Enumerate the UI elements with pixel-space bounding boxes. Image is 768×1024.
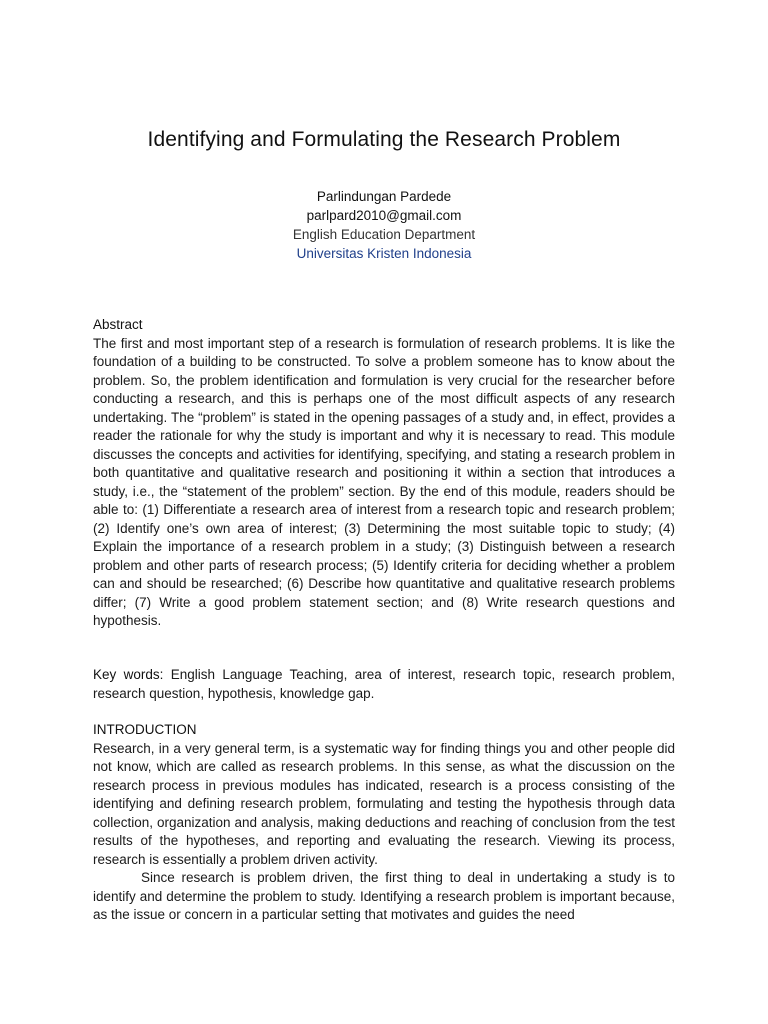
- keywords-text: English Language Teaching, area of interest, research topic, research problem, research question, hypothesis, knowledge gap.: [93, 667, 675, 701]
- keywords-section: [93, 666, 675, 703]
- introduction-heading: INTRODUCTION: [93, 722, 197, 737]
- abstract-text: The first and most important step of a research is formulation of research problems. It is like the foundation of a building to be constructed. To solve a problem someone has to know about the problem. So, the problem identification and formulation is very crucial for the researcher before conducting a research, and this is perhaps one of the most difficult aspects of any research undertaking. The “problem” is stated in the opening passages of a study and, in effect, provides a reader the rationale for why the study is important and why it is necessary to read. This module discusses the concepts and activities for identifying, specifying, and stating a research problem in both quantitative and qualitative research and positioning it within a section that introduces a study, i.e., the “statement of the problem” section. By the end of this module, readers should be able to: (1) Differentiate a research area of interest from a research topic and research problem; (2) Identify one’s own area of interest; (3) Determining the most suitable topic to study; (4) Explain the importance of a research problem in a study; (3) Distinguish between a research problem and other parts of research process; (5) Identify criteria for deciding whether a problem can and should be researched; (6) Describe how quantitative and qualitative research problems differ; (7) Write a good problem statement section; and (8) Write research questions and hypothesis.: [93, 335, 675, 628]
- paper-title: Identifying and Formulating the Research Problem: [147, 128, 621, 151]
- introduction-paragraph-1: Research, in a very general term, is a systematic way for finding things you and other people did not know, which are called as research problems. In this sense, as what the discussion on the research process in previous modules has indicated, research is a process consisting of the identifying and defining research problem, formulating and testing the hypothesis through data collection, organization and analysis, making deductions and reaching of conclusion from the test results of the hypotheses, and reporting and evaluating the research. Viewing its process, research is essentially a problem driven activity.: [93, 740, 675, 867]
- author-university: Universitas Kristen Indonesia: [296, 246, 472, 261]
- keywords-label: Key words:: [93, 667, 164, 682]
- author-block: [0, 187, 768, 263]
- author-department: English Education Department: [292, 227, 476, 242]
- introduction-paragraph-2: Since research is problem driven, the first thing to deal in undertaking a study is to identify and determine the problem to study. Identifying a research problem is important because, as the issue or concern in a particular setting that motivates and guides the need: [93, 870, 675, 922]
- introduction-section: [93, 721, 675, 925]
- author-email: parlpard2010@gmail.com: [306, 208, 462, 223]
- abstract-section: [93, 316, 675, 631]
- author-name: Parlindungan Pardede: [316, 189, 452, 204]
- abstract-heading: Abstract: [93, 317, 143, 332]
- keywords-paragraph: [93, 666, 675, 703]
